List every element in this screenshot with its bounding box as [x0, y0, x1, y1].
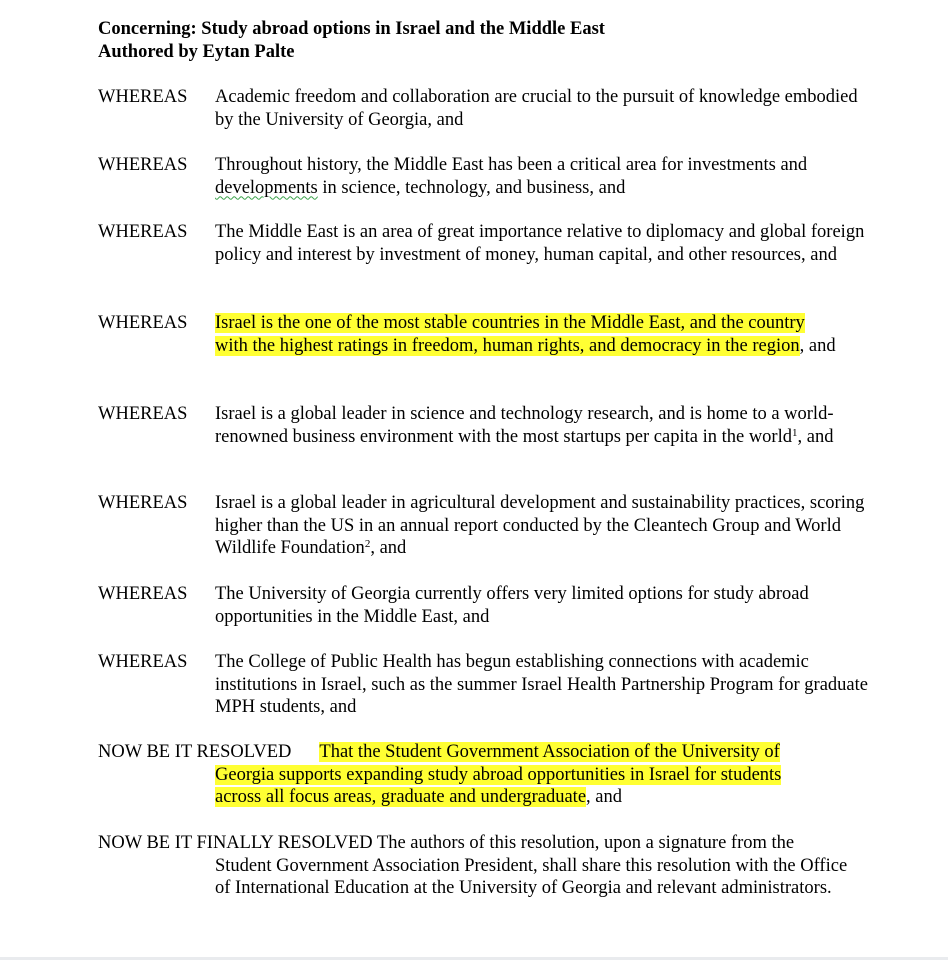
clause-text-part: The authors of this resolution, upon a signature from the — [376, 833, 795, 853]
footnote-marker: 2 — [364, 538, 371, 551]
whereas-clause — [98, 154, 878, 199]
highlighted-text: Israel is the one of the most stable countries in the Middle East, and the country — [215, 313, 805, 333]
clause-text — [215, 764, 875, 809]
whereas-label: WHEREAS — [98, 584, 188, 604]
clause-text: The College of Public Health has begun establishing connections with academic institutions in Israel, such as the summer Israel Health Partnership Program for graduate MPH students, and — [215, 652, 868, 718]
author-line: Authored by Eytan Palte — [98, 41, 295, 62]
whereas-clause — [98, 583, 878, 628]
clause-text-part: Throughout history, the Middle East has been a critical area for investments and — [215, 155, 808, 175]
clause-text — [215, 312, 875, 357]
finally-resolved-first-line — [98, 832, 878, 855]
clause-text-part: in science, technology, and business, and — [322, 177, 626, 198]
whereas-label: WHEREAS — [98, 652, 188, 672]
clause-text — [215, 403, 875, 448]
clause-text: Academic freedom and collaboration are crucial to the pursuit of knowledge embodied by the University of Georgia, and — [215, 87, 858, 130]
clause-text: The Middle East is an area of great importance relative to diplomacy and global foreign policy and interest by investment of money, human capital, and other resources, and — [215, 222, 865, 265]
clause-text: The University of Georgia currently offers very limited options for study abroad opportunities in the Middle East, and — [215, 584, 809, 627]
highlighted-text: across all focus areas, graduate and undergraduate — [215, 787, 587, 808]
clause-text-part: , and — [370, 538, 407, 559]
whereas-label: WHEREAS — [98, 313, 188, 333]
highlighted-text: Georgia supports expanding study abroad opportunities in Israel for students — [215, 764, 782, 785]
clause-text-part: Israel is a global leader in science and technology research, and is home to a world-renowned business environment with the most startups per capita in the world — [215, 404, 834, 447]
whereas-label: WHEREAS — [98, 87, 188, 107]
whereas-label: WHEREAS — [98, 404, 188, 424]
spellcheck-flagged-word: developments — [215, 177, 318, 198]
clause-text: Student Government Association President, shall share this resolution with the Office of International Education at the University of Georgia and relevant administrators. — [215, 855, 848, 899]
finally-resolved-label: NOW BE IT FINALLY RESOLVED — [98, 833, 373, 853]
document-header — [98, 18, 605, 63]
whereas-clause — [98, 312, 878, 357]
resolved-clause — [98, 741, 878, 809]
highlighted-text: That the Student Government Association of the University of — [319, 742, 780, 762]
whereas-clause — [98, 221, 878, 266]
whereas-label: WHEREAS — [98, 493, 188, 513]
whereas-clause — [98, 651, 878, 719]
clause-text — [215, 492, 895, 560]
concerning-line: Concerning: Study abroad options in Israel and the Middle East — [98, 19, 605, 39]
clause-text-part: , and — [799, 335, 836, 356]
clause-text-part: Israel is a global leader in agricultural development and sustainability practices, scoring higher than the US in an annual report conducted by the Cleantech Group and World Wildlife Foundation — [215, 493, 865, 559]
whereas-label: WHEREAS — [98, 222, 188, 242]
finally-resolved-clause — [98, 832, 878, 900]
whereas-clause — [98, 86, 878, 131]
resolved-first-line — [98, 741, 878, 764]
clause-text-part: , and — [586, 787, 622, 808]
whereas-clause — [98, 492, 878, 560]
highlighted-text: with the highest ratings in freedom, human rights, and democracy in the region — [215, 335, 800, 356]
resolved-label: NOW BE IT RESOLVED — [98, 742, 292, 762]
clause-text — [215, 154, 875, 199]
whereas-clause — [98, 403, 878, 448]
clause-text-part: , and — [797, 426, 834, 447]
whereas-label: WHEREAS — [98, 155, 188, 175]
footnote-marker: 1 — [791, 426, 798, 439]
